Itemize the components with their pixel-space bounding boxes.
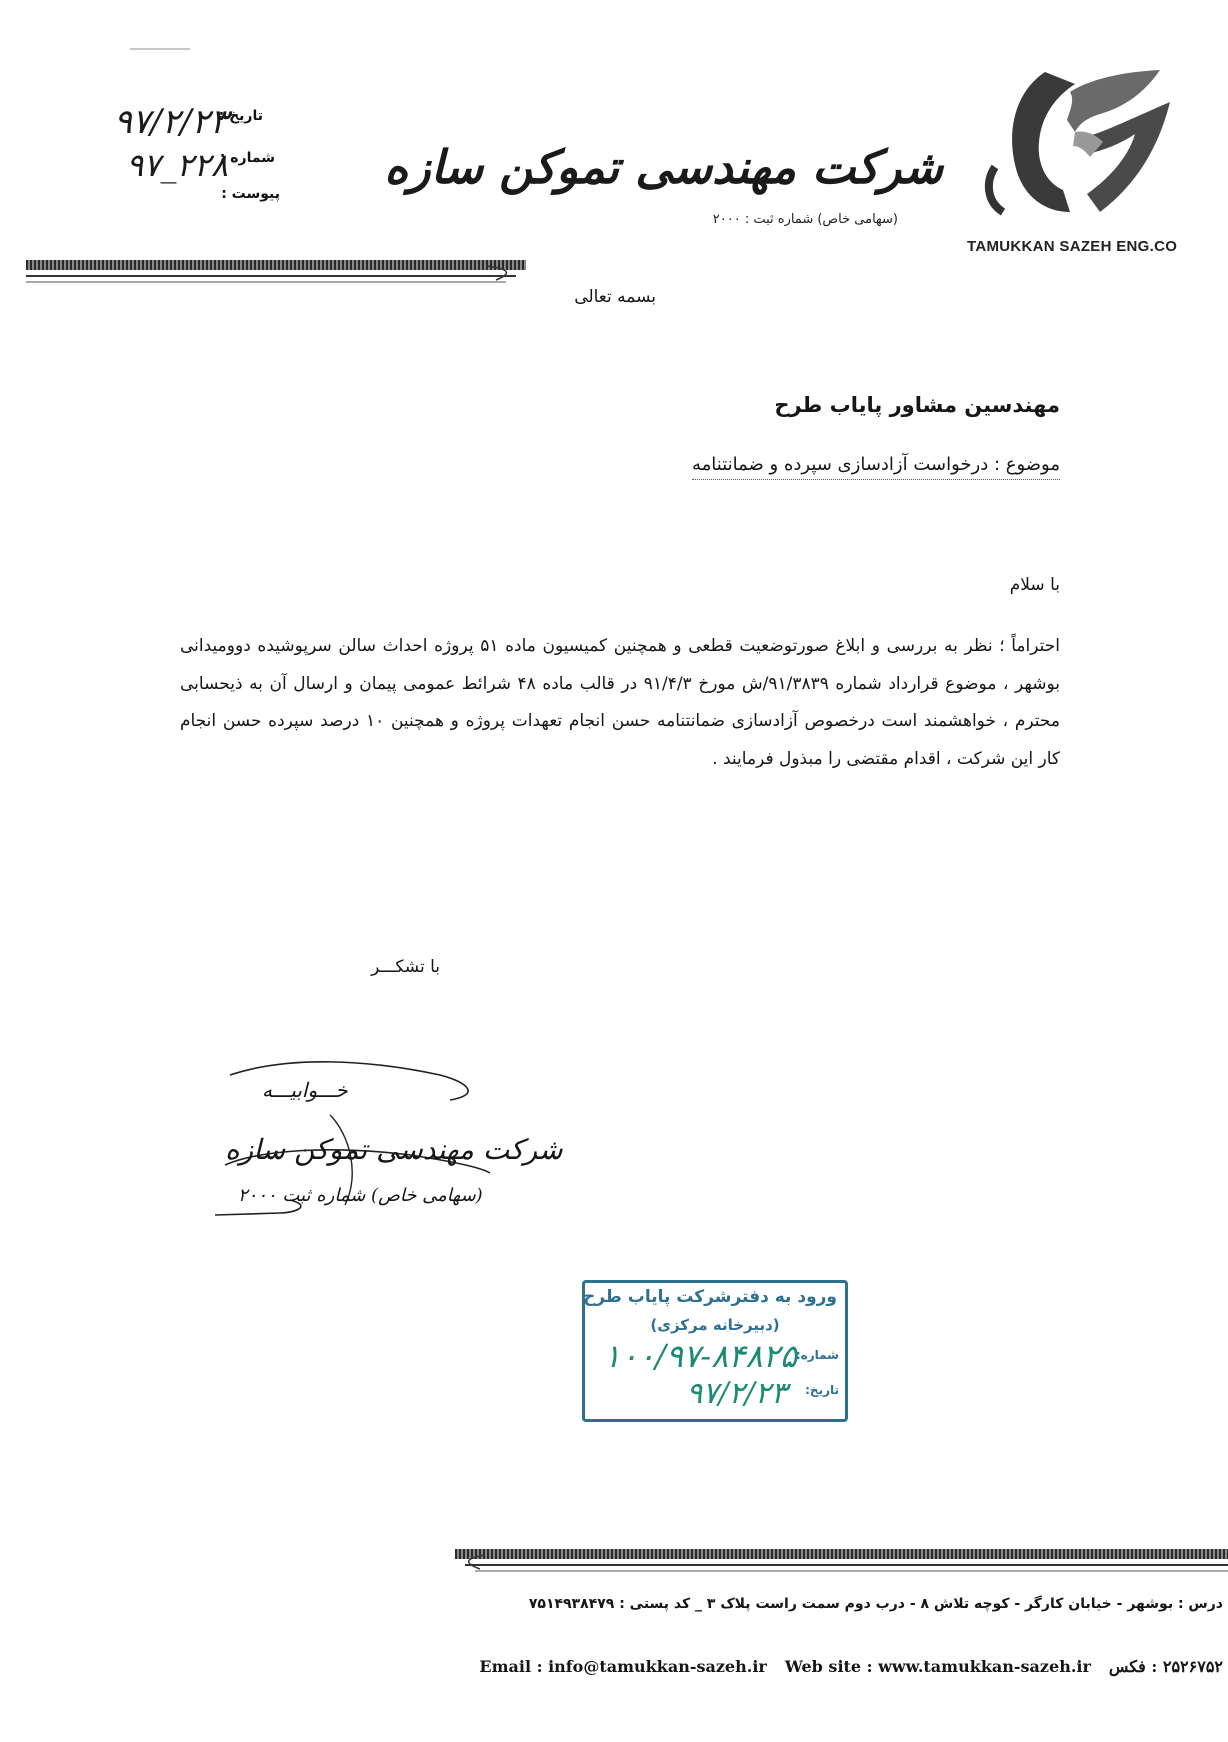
subject-line: موضوع : درخواست آزادسازی سپرده و ضمانتنامه	[692, 454, 1060, 480]
recipient: مهندسین مشاور پایاب طرح	[774, 393, 1060, 417]
footer-contact	[479, 1657, 1223, 1676]
greeting: با سلام	[1009, 575, 1060, 595]
stamp-subtitle: (دبیرخانه مرکزی)	[650, 1316, 780, 1334]
stamp-number-label: شماره:	[795, 1348, 839, 1362]
header-divider	[26, 258, 526, 290]
number-label: شماره :	[219, 150, 275, 166]
stamp-number-value: ۱۰۰/۹۷-۸۴۸۲۵	[603, 1337, 797, 1375]
company-name-english: TAMUKKAN SAZEH ENG.CO	[967, 238, 1178, 255]
signature-title: خـــوابیـــه	[262, 1078, 348, 1102]
stamp-date-value: ۹۷/۲/۲۳	[686, 1376, 787, 1411]
closing: با تشکـــر	[371, 957, 440, 977]
stamp-title: ورود به دفترشرکت پایاب طرح	[582, 1287, 837, 1307]
footer-fax: ۲۵۲۶۷۵۲ : فکس	[1108, 1657, 1223, 1676]
scan-artifact	[130, 48, 190, 50]
company-name: شرکت مهندسی تموکن سازه	[384, 140, 943, 194]
received-stamp	[582, 1280, 848, 1422]
company-registration: (سهامی خاص) شماره ثبت : ۲۰۰۰	[712, 212, 898, 227]
footer-email: Email : info@tamukkan-sazeh.ir	[479, 1657, 767, 1676]
date-value: ۹۷/۲/۲۳	[113, 102, 228, 142]
footer-divider	[455, 1547, 1228, 1577]
number-value: ۹۷_۲۲۸	[126, 146, 228, 184]
company-logo	[975, 62, 1180, 227]
footer-website: Web site : www.tamukkan-sazeh.ir	[784, 1657, 1091, 1676]
signature-company: شرکت مهندسی تموکن سازه	[225, 1133, 563, 1166]
basmala: بسمه تعالی	[574, 287, 656, 307]
letter-body: احتراماً ؛ نظر به بررسی و ابلاغ صورتوضعیت قطعی و همچنین کمیسیون ماده ۵۱ پروژه احداث سالن سرپوشیده دوومیدانی بوشهر ، موضوع قرارداد شماره ۹۱/۳۸۳۹/ش مورخ ۹۱/۴/۳ در قالب ماده ۴۸ شرائط عمومی پیمان و ارسال آن به ذیحسابی محترم ، خواهشمند است درخصوص آزادسازی ضمانتنامه حسن انجام تعهدات پروژه و همچنین ۱۰ درصد سپرده حسن انجام کار این شرکت ، اقدام مقتضی را مبذول فرمایند .	[180, 636, 1061, 769]
footer-address: درس : بوشهر - خیابان کارگر - کوچه تلاش ۸ - درب دوم سمت راست پلاک ۳ _ کد پستی : ۷۵۱۴۹۳۸۴۷۹	[528, 1596, 1223, 1612]
stamp-date-label: تاریخ:	[805, 1383, 839, 1397]
date-label: تاریخ :	[218, 108, 263, 124]
attachment-label: پیوست :	[221, 186, 280, 202]
signature-registration: (سهامی خاص) شماره ثبت ۲۰۰۰	[238, 1185, 483, 1206]
